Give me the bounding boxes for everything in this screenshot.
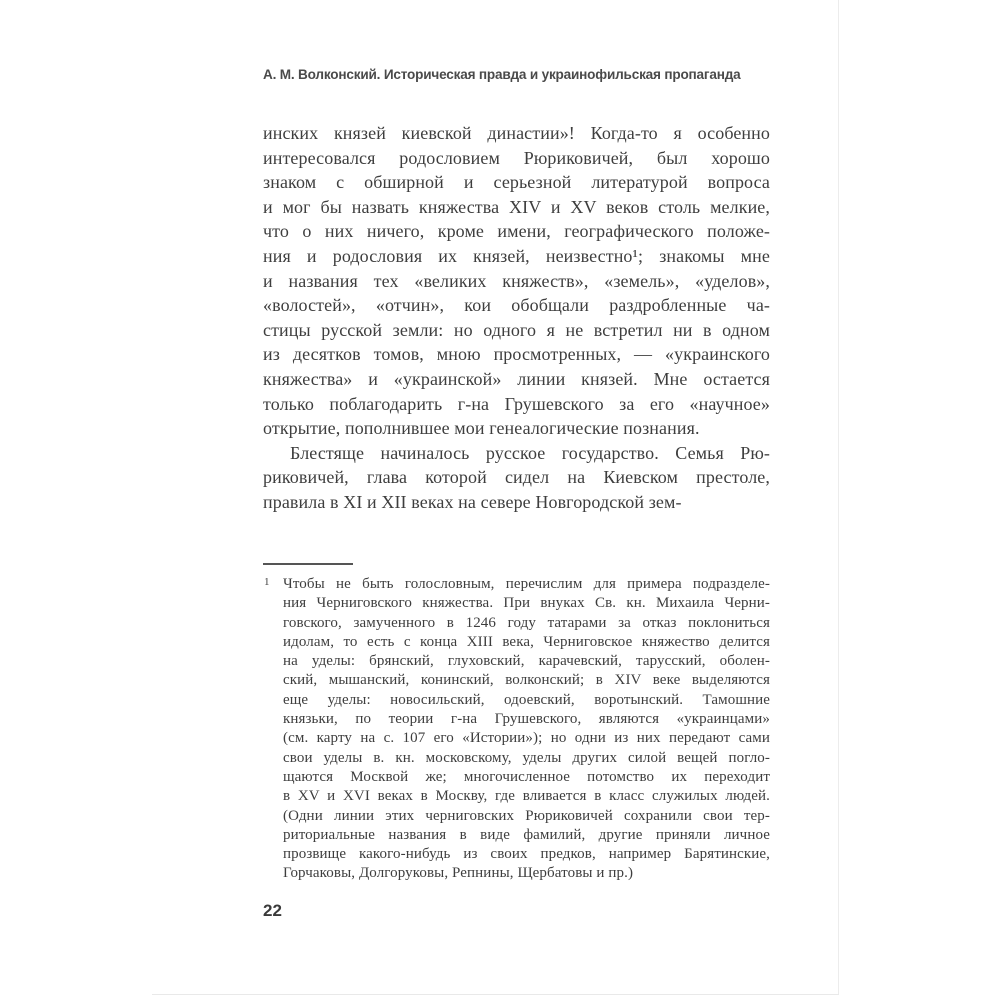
footnote-line: на уделы: брянский, глуховский, карачевский, тарусский, оболен- (283, 653, 770, 670)
footnote-line: ния Черниговского княжества. При внуках Св. кн. Михаила Черни- (283, 595, 770, 612)
footnote-separator-rule (263, 563, 353, 565)
footnote-text (263, 575, 770, 884)
page-bottom-edge (152, 994, 839, 995)
footnote-line: риториальные названия в виде фамилий, другие приняли личное (283, 826, 770, 843)
text-line: открытие, пополнившее мои генеалогические познания. (263, 418, 700, 439)
text-line: из десятков томов, мною просмотренных, — «украинского (263, 344, 770, 365)
footnote-line: щаются Москвой же; многочисленное потомство их переходит (283, 768, 770, 785)
footnote-line: ский, мышанский, конинский, волконский; в XIV веке выделяются (283, 672, 770, 689)
text-line: инских князей киевской династии»! Когда-то я особенно (263, 123, 770, 143)
footnote-line: (см. карту на с. 107 его «Истории»); но одни из них передают сами (283, 730, 770, 747)
footnote-line: прозвище какого-нибудь из своих предков, например Барятинские, (283, 846, 770, 863)
text-line: интересовался родословием Рюриковичей, был хорошо (263, 147, 770, 168)
footnote-line: (Одни линии этих черниговских Рюриковичей сохранили свои тер- (283, 807, 770, 824)
page-right-edge (838, 0, 839, 995)
text-line: стицы русской земли: но одного я не встретил ни в одном (263, 319, 770, 340)
running-header: А. М. Волконский. Историческая правда и украинофильская пропаганда (263, 66, 741, 82)
text-line: «волостей», «отчин», кои обобщали раздробленные ча- (263, 295, 770, 316)
text-line: знаком с обширной и серьезной литературой вопроса (263, 172, 770, 193)
footnote-line: в XV и XVI веках в Москву, где вливается в класс служилых людей. (283, 788, 770, 805)
text-line: ния и родословия их князей, неизвестно¹; знакомы мне (263, 245, 770, 266)
footnote-line: идолам, то есть с конца XIII века, Черниговское княжество делится (283, 633, 770, 650)
footnote-line: еще уделы: новосильский, одоевский, воротынский. Тамошние (283, 691, 770, 708)
body-text (263, 121, 770, 515)
footnote-line: Чтобы не быть голословным, перечислим для примера подразделе- (283, 576, 770, 592)
text-line: и мог бы назвать княжества XIV и XV веков столь мелкие, (263, 196, 770, 217)
footnote (263, 575, 770, 884)
text-line: что о них ничего, кроме имени, географического положе- (263, 221, 770, 242)
footnote-line: Горчаковы, Долгоруковы, Репнины, Щербатовы и пр.) (283, 865, 634, 882)
text-line: только поблагодарить г-на Грушевского за его «научное» (263, 393, 770, 414)
text-line: Блестяще начиналось русское государство. Семья Рю- (290, 442, 770, 463)
page-number: 22 (263, 901, 282, 920)
text-line: княжества» и «украинской» линии князей. Мне остается (263, 368, 770, 389)
footnote-line: князьки, по теории г-на Грушевского, являются «украинцами» (283, 711, 770, 728)
footnote-line: говского, замученного в 1246 году татарами за отказ поклониться (283, 614, 770, 631)
text-line: правила в XI и XII веках на севере Новгородской зем- (263, 491, 682, 512)
footnote-marker: 1 (264, 576, 270, 588)
footnote-line: свои уделы в. кн. московскому, уделы других силой вещей погло- (283, 749, 770, 766)
text-line: риковичей, глава которой сидел на Киевском престоле, (263, 467, 770, 488)
text-line: и названия тех «великих княжеств», «земель», «уделов», (263, 270, 770, 291)
